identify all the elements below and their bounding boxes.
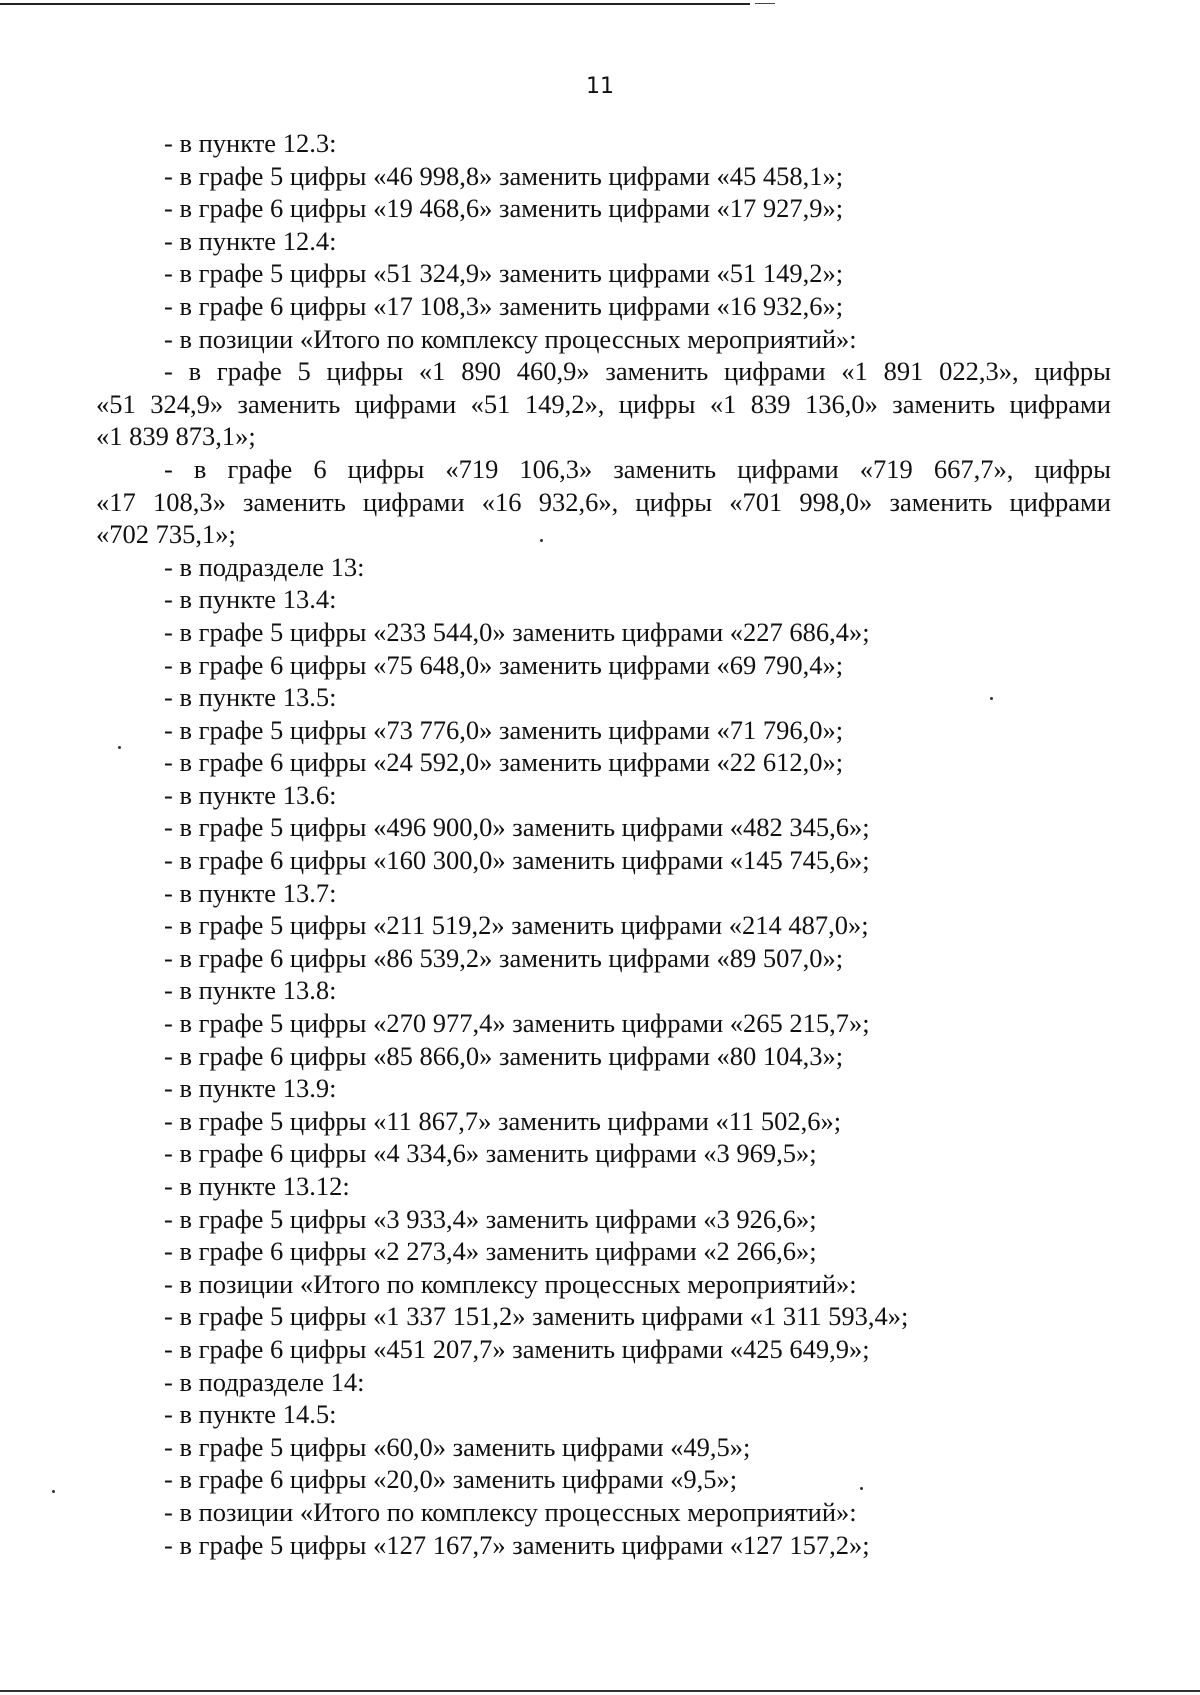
document-line: - в графе 6 цифры «451 207,7» заменить цифрами «425 649,9»; <box>164 1333 870 1364</box>
document-line: - в графе 5 цифры «127 167,7» заменить цифрами «127 157,2»; <box>164 1529 870 1560</box>
document-line: - в графе 5 цифры «3 933,4» заменить цифрами «3 926,6»; <box>164 1203 817 1234</box>
document-line: - в графе 5 цифры «51 324,9» заменить цифрами «51 149,2»; <box>164 258 844 289</box>
document-line: - в графе 6 цифры «160 300,0» заменить цифрами «145 745,6»; <box>164 845 870 876</box>
scan-speck <box>52 1490 55 1493</box>
document-line: - в пункте 13.12: <box>164 1171 350 1201</box>
document-line: - в графе 6 цифры «86 539,2» заменить цифрами «89 507,0»; <box>164 942 844 973</box>
document-line: - в графе 6 цифры «19 468,6» заменить цифрами «17 927,9»; <box>164 193 844 224</box>
document-line: - в графе 6 цифры «719 106,3» заменить цифрами «719 667,7», цифры <box>164 453 1111 484</box>
document-line: - в графе 5 цифры «1 890 460,9» заменить цифрами «1 891 022,3», цифры <box>164 356 1111 387</box>
document-line: - в графе 6 цифры «75 648,0» заменить цифрами «69 790,4»; <box>164 649 844 680</box>
document-line: - в пункте 12.3: <box>164 128 337 158</box>
scan-speck <box>860 1487 863 1490</box>
document-line: «17 108,3» заменить цифрами «16 932,6», цифры «701 998,0» заменить цифрами <box>96 486 1111 517</box>
document-line: - в графе 5 цифры «60,0» заменить цифрами «49,5»; <box>164 1431 751 1462</box>
document-line: - в графе 5 цифры «233 544,0» заменить цифрами «227 686,4»; <box>164 616 870 647</box>
document-body <box>96 127 1111 1561</box>
document-line: - в пункте 13.6: <box>164 779 337 810</box>
document-line: - в графе 6 цифры «4 334,6» заменить цифрами «3 969,5»; <box>164 1138 817 1169</box>
document-line: - в позиции «Итого по комплексу процессных мероприятий»: <box>164 1496 857 1527</box>
document-line: - в пункте 13.8: <box>164 975 337 1006</box>
document-line: «1 839 873,1»; <box>96 421 256 452</box>
page-number: 11 <box>586 74 614 99</box>
document-line: - в графе 6 цифры «20,0» заменить цифрами «9,5»; <box>164 1464 738 1495</box>
document-line: «702 735,1»; <box>96 519 236 550</box>
document-line: - в графе 5 цифры «73 776,0» заменить цифрами «71 796,0»; <box>164 714 844 745</box>
document-line: - в графе 5 цифры «270 977,4» заменить цифрами «265 215,7»; <box>164 1008 870 1039</box>
document-line: - в графе 5 цифры «1 337 151,2» заменить цифрами «1 311 593,4»; <box>164 1301 909 1332</box>
document-line: - в графе 5 цифры «496 900,0» заменить цифрами «482 345,6»; <box>164 812 870 843</box>
document-line: - в позиции «Итого по комплексу процессных мероприятий»: <box>164 323 857 354</box>
document-line: - в графе 6 цифры «24 592,0» заменить цифрами «22 612,0»; <box>164 747 844 778</box>
scan-speck <box>118 746 121 749</box>
document-line: - в графе 5 цифры «46 998,8» заменить цифрами «45 458,1»; <box>164 160 844 191</box>
bottom-border-line <box>0 1690 1200 1692</box>
document-line: «51 324,9» заменить цифрами «51 149,2», цифры «1 839 136,0» заменить цифрами <box>96 388 1111 419</box>
document-line: - в подразделе 13: <box>164 551 365 582</box>
document-line: - в подразделе 14: <box>164 1366 365 1397</box>
document-line: - в пункте 13.4: <box>164 584 337 615</box>
document-line: - в пункте 13.5: <box>164 682 337 713</box>
document-line: - в пункте 14.5: <box>164 1399 337 1430</box>
document-line: - в графе 6 цифры «85 866,0» заменить цифрами «80 104,3»; <box>164 1040 844 1071</box>
document-line: - в графе 5 цифры «211 519,2» заменить цифрами «214 487,0»; <box>164 910 869 941</box>
top-border-fragment <box>755 3 775 4</box>
document-line: - в графе 6 цифры «2 273,4» заменить цифрами «2 266,6»; <box>164 1236 817 1267</box>
scan-speck <box>540 539 543 542</box>
document-line: - в пункте 12.4: <box>164 225 337 256</box>
scan-speck <box>990 697 993 700</box>
top-border-line <box>0 3 750 5</box>
document-line: - в графе 5 цифры «11 867,7» заменить цифрами «11 502,6»; <box>164 1105 842 1136</box>
document-line: - в позиции «Итого по комплексу процессных мероприятий»: <box>164 1268 857 1299</box>
document-line: - в пункте 13.9: <box>164 1073 337 1104</box>
document-line: - в пункте 13.7: <box>164 877 337 908</box>
document-line: - в графе 6 цифры «17 108,3» заменить цифрами «16 932,6»; <box>164 290 844 321</box>
